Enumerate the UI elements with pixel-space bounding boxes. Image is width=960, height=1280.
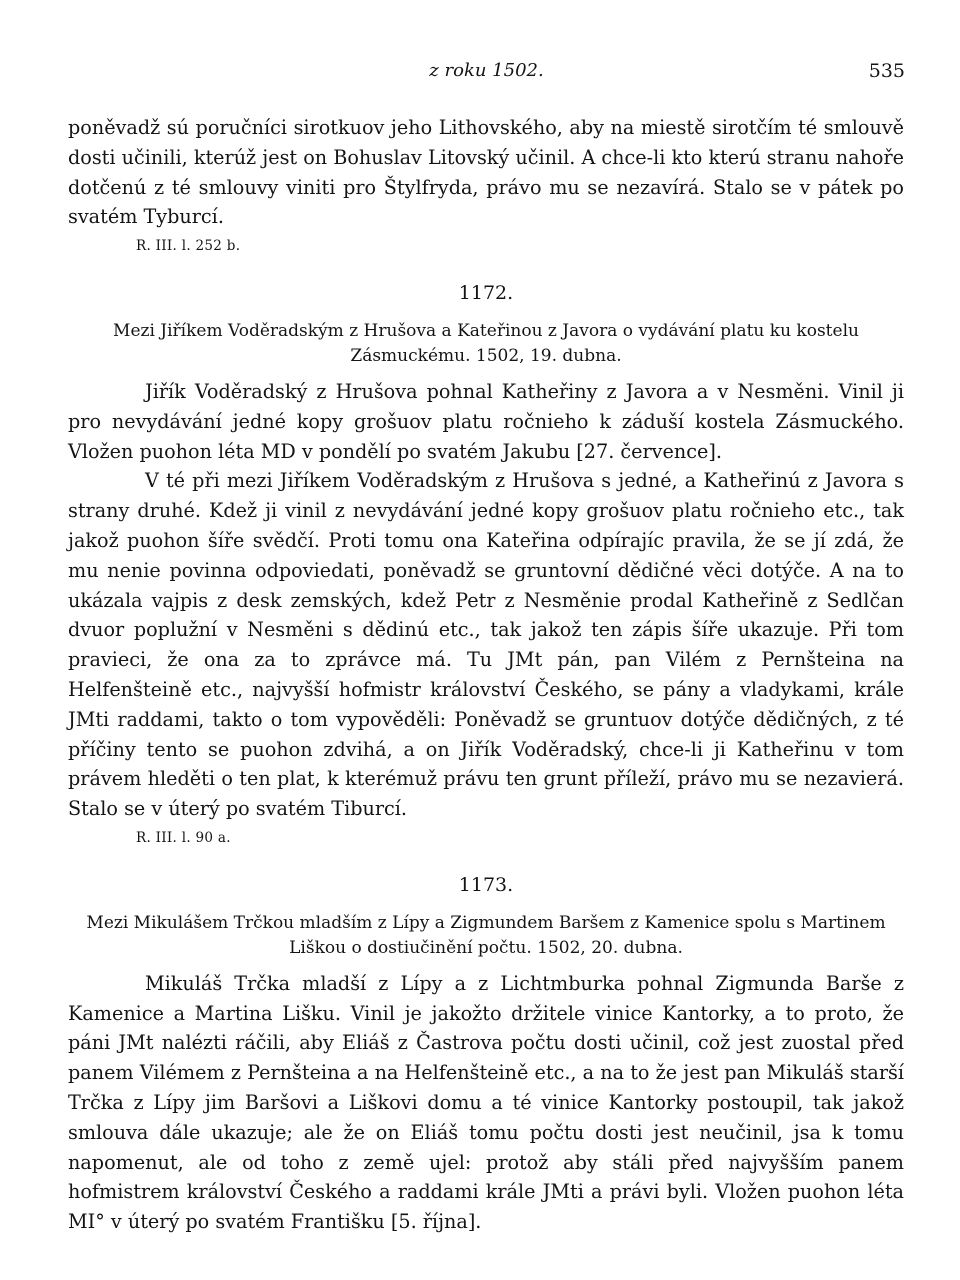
page-number: 535 [868, 60, 905, 82]
running-head [68, 60, 905, 90]
page-content [68, 113, 904, 1237]
document-number: 1172. [458, 282, 514, 305]
continuation-paragraph: poněvadž sú poručníci sirotkuov jeho Lithovského, aby na miestě sirotčím té smlouvě dosti učinili, kterúž jest on Bohuslav Litovský učinil. A chce-li kto kterú stranu nahoře dotčenú z té smlouvy viniti pro Štylfryda, právo mu se nezavírá. Stalo se v pátek po svatém Tyburcí. [68, 116, 904, 229]
document-number: 1173. [458, 873, 514, 896]
running-title: z roku 1502. [429, 60, 544, 81]
document-heading: Mezi Jiříkem Voděradským z Hrušova a Kateřinou z Javora o vydávání platu ku kostelu Zásmuckému. 1502, 19. dubna. [113, 320, 859, 366]
body-paragraph: Mikuláš Trčka mladší z Lípy a z Lichtmburka pohnal Zigmunda Barše z Kamenice a Martina Lišku. Vinil je jakožto držitele vinice Kantorky, a to proto, že páni JMt nalézti ráčili, aby Eliáš z Častrova počtu dosti učinil, což jest zuostal před panem Vilémem z Pernšteina a na Helfenšteině etc., a na to že jest pan Mikuláš starší Trčka z Lípy jim Baršovi a Liškovi domu a té vinice Kantorky postoupil, tak jakož smlouva dále ukazuje; ale že on Eliáš tomu počtu dosti jest neučinil, jsa k tomu napomenut, ale od toho z země ujel: protož aby stáli před najvyšším panem hofmistrem království Českého a raddami krále JMti a právi byli. Vložen puohon léta MI° v úterý po svatém Františku [5. října]. [68, 971, 904, 1234]
body-paragraph: V té při mezi Jiříkem Voděradským z Hrušova s jedné, a Katheřinú z Javora s strany druhé. Kdež ji vinil z nevydávání jedné kopy grošuov platu ročnieho etc., tak jakož puohon šíře svědčí. Proti tomu ona Kateřina odpírajíc pravila, že se jí zdá, že mu nenie povinna odpoviedati, poněvadž se gruntovní dědičné věci dotýče. A na to ukázala vajpis z desk zemských, kdež Petr z Nesměnie prodal Katheřině z Sedlčan dvuor poplužní v Nesměni s dědinú etc., tak jakož ten zápis šíře ukazuje. Při tom pravieci, že ona za to zprávce má. Tu JMt pán, pan Vilém z Pernšteina na Helfenšteině etc., najvyšší hofmistr království Českého, se pány a vladykami, krále JMti raddami, takto o tom vypověděli: Poněvadž se gruntuov dotýče dědičných, z té příčiny tento se puohon zdvihá, a on Jiřík Voděradský, chce-li ji Katheřinu v tom právem hleděti o ten plat, k kterémuž právu ten grunt příleží, právo mu se nezavierá. Stalo se v úterý po svatém Tiburcí. [68, 469, 904, 821]
source-reference: R. III. l. 90 a. [136, 829, 231, 846]
source-reference: R. III. l. 252 b. [136, 238, 241, 255]
document-heading: Mezi Mikulášem Trčkou mladším z Lípy a Zigmundem Baršem z Kamenice spolu s Martinem Liškou o dostiučinění počtu. 1502, 20. dubna. [86, 912, 886, 958]
body-paragraph: Jiřík Voděradský z Hrušova pohnal Katheřiny z Javora a v Nesměni. Vinil ji pro nevydávání jedné kopy grošuov platu ročnieho k záduší kostela Zásmuckého. Vložen puohon léta MD v pondělí po svatém Jakubu [27. července]. [68, 379, 904, 463]
